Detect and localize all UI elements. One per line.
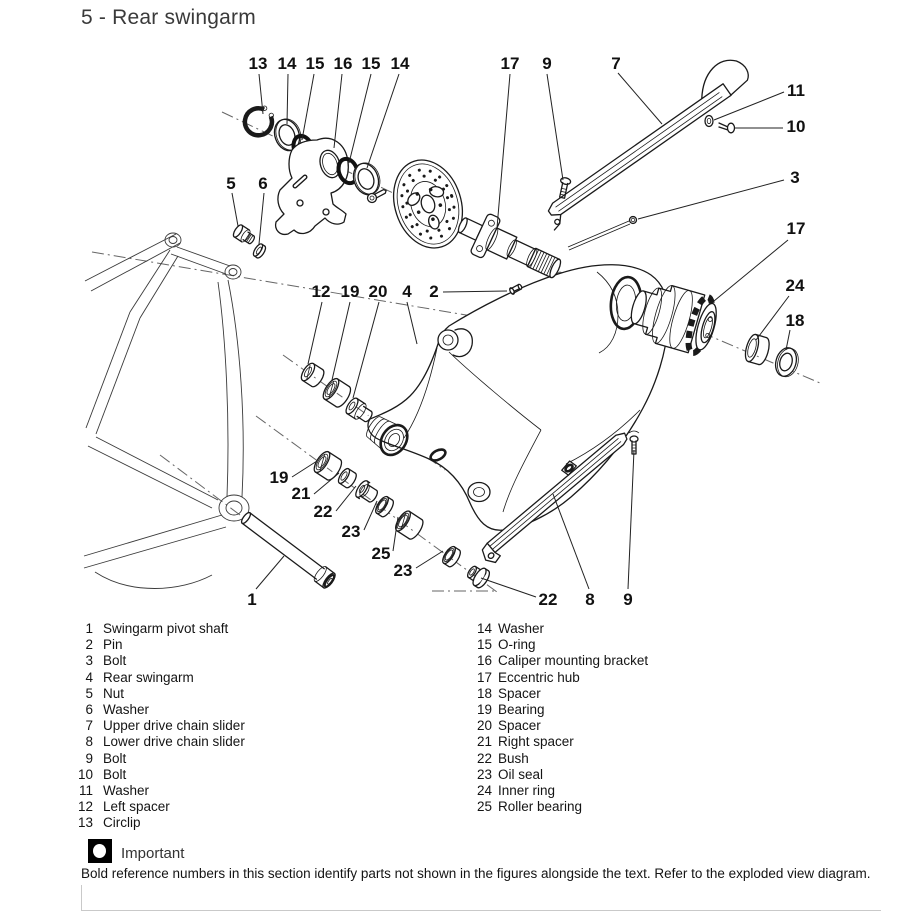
- part-name: Nut: [103, 685, 125, 701]
- part-name: Bolt: [103, 766, 127, 782]
- part-bolt-10: [719, 123, 735, 133]
- page-rule-bottom: [81, 910, 881, 911]
- part-number: 9: [85, 750, 93, 766]
- callout-15b: 15: [361, 54, 381, 73]
- callout-20: 20: [368, 282, 388, 301]
- callout-5: 5: [226, 174, 236, 193]
- part-row: [76, 734, 446, 750]
- part-number: 2: [85, 637, 93, 653]
- part-row: [468, 670, 868, 686]
- part-name: Washer: [103, 702, 150, 718]
- part-row: [468, 751, 868, 767]
- part-number: 14: [476, 621, 492, 636]
- part-name: Bolt: [103, 750, 127, 766]
- part-number: 15: [476, 637, 492, 653]
- part-axle-17: [451, 204, 568, 290]
- part-row: [468, 783, 868, 799]
- part-number: 6: [85, 702, 93, 718]
- callout-7: 7: [611, 54, 621, 73]
- part-nut-5: [232, 223, 257, 246]
- part-pivot-shaft-1: [239, 509, 338, 590]
- callout-6: 6: [258, 174, 268, 193]
- parts-list-left: [76, 621, 446, 832]
- part-name: Bush: [498, 750, 529, 766]
- part-row: [76, 686, 446, 702]
- callout-21: 21: [291, 484, 311, 503]
- part-number: 7: [85, 718, 93, 734]
- callout-16: 16: [333, 54, 353, 73]
- part-number: 12: [77, 799, 93, 815]
- part-row: [76, 653, 446, 669]
- part-number: 19: [476, 702, 492, 718]
- part-number: 21: [476, 734, 492, 750]
- part-row: [468, 734, 868, 750]
- page-title: 5 - Rear swingarm: [81, 6, 256, 29]
- callout-19: 19: [340, 282, 360, 301]
- callout-23b: 23: [393, 561, 413, 580]
- part-number: 13: [77, 815, 93, 831]
- part-row: [76, 670, 446, 686]
- part-number: 1: [85, 621, 93, 636]
- part-row: [76, 783, 446, 799]
- callout-10: 10: [786, 117, 806, 136]
- part-row: [76, 718, 446, 734]
- callout-22: 22: [313, 502, 333, 521]
- part-name: O-ring: [498, 637, 536, 653]
- part-name: Oil seal: [498, 766, 544, 782]
- part-name: Washer: [498, 621, 545, 636]
- part-row: [76, 799, 446, 815]
- callout-2: 2: [429, 282, 439, 301]
- part-caliper-bracket-16: [276, 138, 349, 234]
- callout-12: 12: [311, 282, 331, 301]
- part-name: Pin: [103, 637, 123, 653]
- part-name: Rear swingarm: [103, 669, 194, 685]
- part-left-spacer-12: [299, 361, 327, 389]
- part-row: [468, 621, 868, 637]
- callout-19b: 19: [269, 468, 289, 487]
- part-brake-disc: [383, 151, 474, 257]
- important-note-text: Bold reference numbers in this section identify parts not shown in the figures alongside the text. Refer to the exploded view diagram.: [81, 866, 871, 881]
- part-row: [468, 637, 868, 653]
- part-row: [76, 702, 446, 718]
- part-number: 22: [476, 750, 492, 766]
- callout-1: 1: [247, 590, 257, 609]
- callout-8: 8: [585, 590, 595, 609]
- part-washer-6: [252, 242, 268, 259]
- part-row: [468, 718, 868, 734]
- part-name: Roller bearing: [498, 799, 583, 815]
- part-number: 17: [476, 669, 492, 685]
- callout-17b: 17: [786, 219, 806, 238]
- part-number: 18: [476, 685, 492, 701]
- part-name: Lower drive chain slider: [103, 734, 245, 750]
- callout-3: 3: [790, 168, 800, 187]
- part-number: 25: [476, 799, 492, 815]
- part-name: Left spacer: [103, 799, 170, 815]
- part-name: Circlip: [103, 815, 141, 831]
- part-upper-chain-slider-7: [530, 52, 759, 230]
- part-number: 24: [476, 783, 492, 799]
- important-heading: Important: [121, 845, 185, 862]
- part-bolt-3: [568, 217, 637, 251]
- part-spacer-18: [772, 345, 801, 379]
- callout-15: 15: [305, 54, 325, 73]
- part-row: [76, 815, 446, 831]
- part-row: [76, 621, 446, 637]
- part-name: Washer: [103, 783, 150, 799]
- part-name: Bearing: [498, 702, 545, 718]
- part-number: 5: [85, 685, 93, 701]
- callout-14b: 14: [390, 54, 410, 73]
- part-circlip-13: [241, 103, 278, 139]
- part-name: Bolt: [103, 653, 127, 669]
- part-name: Swingarm pivot shaft: [103, 621, 229, 636]
- part-name: Right spacer: [498, 734, 574, 750]
- callout-13: 13: [248, 54, 268, 73]
- part-number: 4: [85, 669, 93, 685]
- part-name: Inner ring: [498, 783, 556, 799]
- part-row: [76, 637, 446, 653]
- callout-17: 17: [500, 54, 520, 73]
- callout-14: 14: [277, 54, 297, 73]
- part-number: 20: [476, 718, 492, 734]
- part-name: Caliper mounting bracket: [498, 653, 649, 669]
- part-name: Eccentric hub: [498, 669, 580, 685]
- part-oil-seal-23a: [373, 495, 395, 519]
- part-row: [468, 799, 868, 815]
- part-number: 16: [476, 653, 492, 669]
- important-icon: [88, 839, 112, 863]
- part-number: 11: [78, 783, 93, 799]
- part-number: 8: [85, 734, 93, 750]
- part-number: 23: [476, 766, 492, 782]
- callout-4: 4: [402, 282, 412, 301]
- callout-18: 18: [785, 311, 805, 330]
- part-row: [468, 702, 868, 718]
- part-row: [468, 686, 868, 702]
- part-number: 3: [85, 653, 93, 669]
- parts-list-right: [468, 621, 868, 815]
- callout-23: 23: [341, 522, 361, 541]
- callout-9b: 9: [623, 590, 633, 609]
- callout-11: 11: [787, 81, 805, 100]
- part-number: 10: [77, 766, 93, 782]
- part-row: [76, 767, 446, 783]
- part-row: [468, 653, 868, 669]
- callout-22b: 22: [538, 590, 558, 609]
- page-rule-vertical: [81, 885, 82, 911]
- callout-25: 25: [371, 544, 391, 563]
- part-name: Spacer: [498, 718, 541, 734]
- part-name: Spacer: [498, 685, 541, 701]
- callout-9: 9: [542, 54, 552, 73]
- callout-24: 24: [785, 276, 805, 295]
- part-name: Upper drive chain slider: [103, 718, 245, 734]
- part-row: [76, 751, 446, 767]
- part-washer-11: [705, 116, 713, 127]
- part-row: [468, 767, 868, 783]
- frame: [84, 233, 249, 589]
